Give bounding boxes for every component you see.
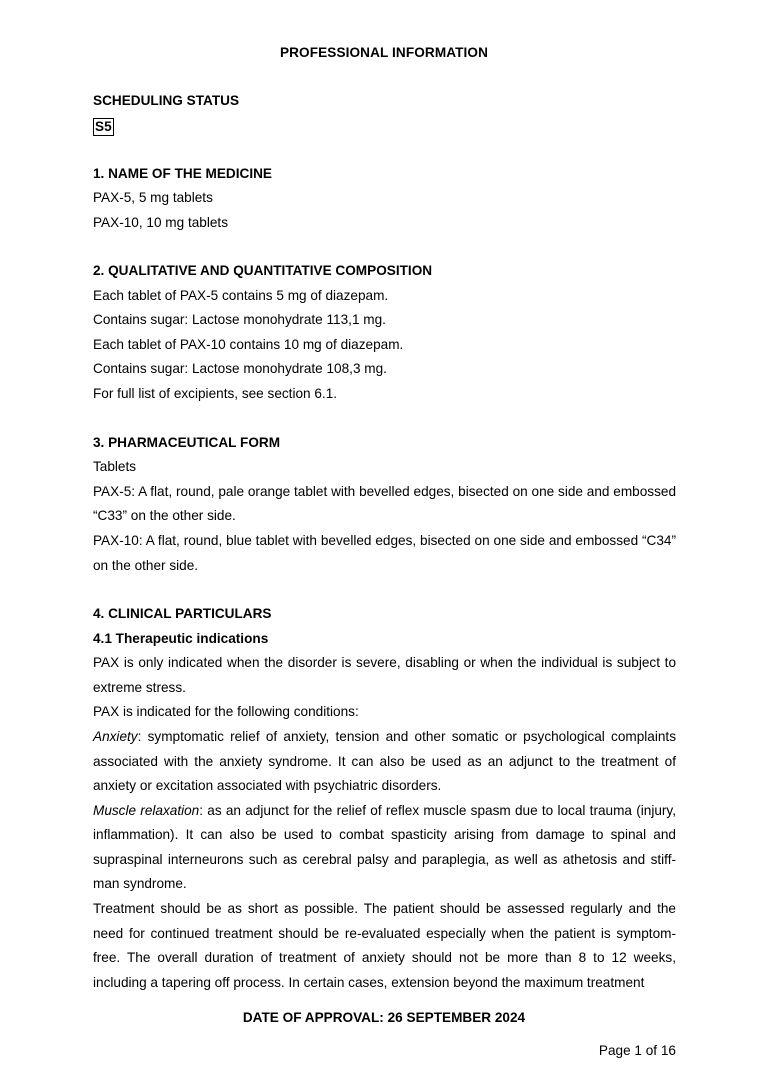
section-2-heading: 2. QUALITATIVE AND QUANTITATIVE COMPOSITION	[93, 263, 433, 279]
muscle-relaxation-text: : as an adjunct for the relief of reflex muscle spasm due to local trauma (injury, inflammation). It can also be used to combat spasticity arising from damage to spinal and supraspinal interneurons such as cerebral palsy and paraplegia, as well as athetosis and stiff-man syndrome.	[93, 802, 676, 892]
treatment-duration-paragraph: Treatment should be as short as possible. The patient should be assessed regularly and the need for continued treatment should be re-evaluated especially when the patient is symptom-free. The overall duration of treatment of anxiety should not be more than 8 to 12 weeks, including a tapering off process. In certain cases, extension beyond the maximum treatment	[93, 901, 676, 990]
composition-line: Contains sugar: Lactose monohydrate 108,3 mg.	[93, 361, 387, 377]
scheduling-status-box: S5	[95, 118, 112, 134]
subsection-4-1-heading: 4.1 Therapeutic indications	[93, 630, 269, 646]
medicine-name-line: PAX-5, 5 mg tablets	[93, 190, 213, 205]
form-line: Tablets	[93, 459, 137, 475]
composition-line: For full list of excipients, see section 6.1.	[93, 386, 338, 402]
anxiety-paragraph	[93, 725, 676, 799]
medicine-name-line: PAX-10, 10 mg tablets	[93, 214, 229, 230]
anxiety-text: : symptomatic relief of anxiety, tension and other somatic or psychological complaints associated with the anxiety syndrome. It can also be used as an adjunct to the treatment of anxiety or excitation associated with psychiatric disorders.	[93, 728, 676, 794]
muscle-relaxation-paragraph	[93, 799, 676, 897]
approval-date: DATE OF APPROVAL: 26 SEPTEMBER 2024	[242, 1010, 526, 1025]
scheduling-status-heading: SCHEDULING STATUS	[93, 93, 240, 108]
composition-line: Contains sugar: Lactose monohydrate 113,1 mg.	[93, 312, 386, 328]
composition-line: Each tablet of PAX-10 contains 10 mg of diazepam.	[93, 336, 404, 352]
form-description: PAX-10: A flat, round, blue tablet with bevelled edges, bisected on one side and embossed “C34” on the other side.	[93, 532, 676, 573]
section-4-heading: 4. CLINICAL PARTICULARS	[93, 606, 272, 622]
document-title: PROFESSIONAL INFORMATION	[279, 45, 489, 60]
indications-paragraph: PAX is only indicated when the disorder is severe, disabling or when the individual is subject to extreme stress.	[93, 655, 676, 695]
section-3-heading: 3. PHARMACEUTICAL FORM	[93, 434, 281, 450]
composition-line: Each tablet of PAX-5 contains 5 mg of diazepam.	[93, 287, 389, 303]
form-description: PAX-5: A flat, round, pale orange tablet with bevelled edges, bisected on one side and embossed “C33” on the other side.	[93, 483, 676, 524]
anxiety-label: Anxiety	[93, 728, 138, 744]
indications-paragraph: PAX is indicated for the following conditions:	[93, 704, 359, 720]
section-1-heading: 1. NAME OF THE MEDICINE	[93, 165, 272, 181]
page-number: Page 1 of 16	[598, 1043, 676, 1058]
muscle-relaxation-label: Muscle relaxation	[93, 802, 200, 818]
document-body	[93, 89, 676, 995]
